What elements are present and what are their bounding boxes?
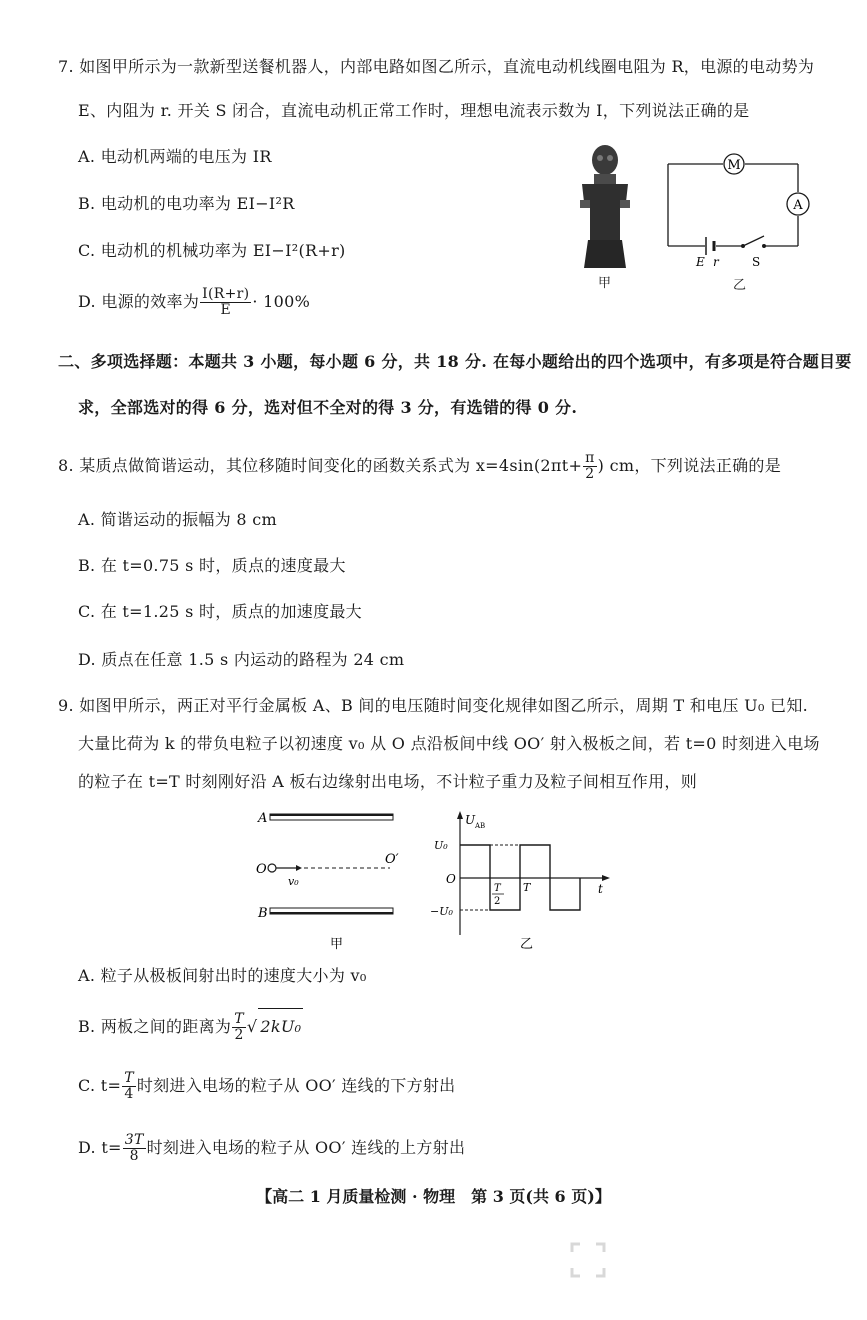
fig-label-jia: 甲 xyxy=(330,937,344,952)
q8-fraction-denominator: 2 xyxy=(585,466,595,482)
robot-figure xyxy=(570,140,640,275)
q9-b-radicand: 2kU₀ xyxy=(258,1008,303,1045)
voltage-graph xyxy=(428,805,618,955)
section2-line2: 求，全部选对的得 6 分，选对但不全对的得 3 分，有选错的得 0 分. xyxy=(78,398,578,417)
q9-d-prefix: D. t= xyxy=(78,1138,122,1157)
q8-option-d: D. 质点在任意 1.5 s 内运动的路程为 24 cm xyxy=(78,650,405,669)
q8-stem-suffix: ) cm，下列说法正确的是 xyxy=(597,456,782,475)
u-axis-subscript: AB xyxy=(475,822,486,830)
radical-sign: √ xyxy=(246,1017,258,1036)
point-o-prime-label: O′ xyxy=(385,852,399,867)
q8-option-b: B. 在 t=0.75 s 时，质点的速度最大 xyxy=(78,556,346,575)
u-axis-label: U xyxy=(465,813,476,827)
half-t-den: 2 xyxy=(494,896,501,907)
section2-line1: 二、多项选择题：本题共 3 小题，每小题 6 分，共 18 分. 在每小题给出的四个选项中，有多项是符合题目要 xyxy=(58,352,852,371)
plate-a-label: A xyxy=(258,811,268,826)
plate-b-label: B xyxy=(258,906,268,921)
robot-head xyxy=(592,145,618,175)
q8-stem-fraction xyxy=(583,451,597,482)
q7-option-a: A. 电动机两端的电压为 IR xyxy=(78,147,272,166)
q8-stem xyxy=(58,448,781,484)
q9-b-denominator: 2 xyxy=(234,1027,244,1043)
switch-blade xyxy=(743,236,764,246)
q7-stem-line2: E、内阻为 r. 开关 S 闭合，直流电动机正常工作时，理想电流表示数为 I，下列说法正确的是 xyxy=(78,101,750,120)
robot-base xyxy=(584,240,626,268)
q8-option-a: A. 简谐运动的振幅为 8 cm xyxy=(78,510,278,529)
switch-label: S xyxy=(752,255,761,269)
t-axis-arrow xyxy=(602,875,610,881)
t-label: T xyxy=(523,881,531,894)
v0-label: v₀ xyxy=(288,875,299,888)
u-axis-arrow xyxy=(457,811,463,819)
u0-label: U₀ xyxy=(434,839,448,852)
velocity-arrowhead xyxy=(296,865,302,871)
q8-stem-prefix: 8. 某质点做简谐运动，其位移随时间变化的函数关系式为 x=4sin(2πt+ xyxy=(58,456,583,475)
robot-tray xyxy=(580,200,590,208)
q7-d-prefix: D. 电源的效率为 xyxy=(78,292,200,311)
scan-mark-brackets xyxy=(572,1244,604,1276)
internal-r-label: r xyxy=(713,255,719,269)
q8-fraction-numerator: π xyxy=(585,450,595,466)
q7-d-fraction xyxy=(200,287,251,318)
plate-a-edge xyxy=(270,814,393,816)
q7-option-b: B. 电动机的电功率为 EI−I²R xyxy=(78,194,295,213)
motor-label: M xyxy=(727,158,741,173)
robot-tray xyxy=(620,200,630,208)
q9-d-denominator: 8 xyxy=(129,1148,139,1164)
particle xyxy=(268,864,276,872)
scan-corner-mark xyxy=(568,1240,608,1280)
q9-c-suffix: 时刻进入电场的粒子从 OO′ 连线的下方射出 xyxy=(136,1076,456,1095)
emf-label: E xyxy=(696,255,705,269)
q9-option-c xyxy=(78,1068,455,1104)
q9-b-prefix: B. 两板之间的距离为 xyxy=(78,1017,232,1036)
robot-neck xyxy=(594,174,616,184)
q9-d-numerator: 3T xyxy=(124,1132,144,1148)
neg-u0-label: −U₀ xyxy=(430,905,453,918)
q9-option-b xyxy=(78,1008,303,1045)
q9-option-d xyxy=(78,1130,465,1166)
q9-c-fraction xyxy=(122,1071,136,1102)
switch-contact xyxy=(762,244,766,248)
point-o-label: O xyxy=(256,862,267,877)
q7-d-denominator: E xyxy=(220,302,232,318)
q7-option-d xyxy=(78,284,310,320)
ammeter-label: A xyxy=(793,198,803,213)
q7-fig-label-jia: 甲 xyxy=(598,276,612,291)
q9-option-a: A. 粒子从极板间射出时的速度大小为 v₀ xyxy=(78,966,367,985)
q8-option-c: C. 在 t=1.25 s 时，质点的加速度最大 xyxy=(78,602,362,621)
robot-eye xyxy=(597,155,603,161)
q7-stem-line1: 7. 如图甲所示为一款新型送餐机器人，内部电路如图乙所示，直流电动机线圈电阻为 R，电源的电动势为 xyxy=(58,57,815,76)
q9-c-prefix: C. t= xyxy=(78,1076,122,1095)
q7-fig-label-yi: 乙 xyxy=(733,278,747,293)
q9-c-denominator: 4 xyxy=(124,1086,134,1102)
q9-c-numerator: T xyxy=(124,1070,134,1086)
fig-label-yi: 乙 xyxy=(520,937,534,952)
q9-stem-line1: 9. 如图甲所示，两正对平行金属板 A、B 间的电压随时间变化规律如图乙所示，周期 T 和电压 U₀ 已知. xyxy=(58,696,809,715)
q7-option-c: C. 电动机的机械功率为 EI−I²(R+r) xyxy=(78,241,346,260)
q9-d-suffix: 时刻进入电场的粒子从 OO′ 连线的上方射出 xyxy=(146,1138,466,1157)
q7-d-numerator: I(R+r) xyxy=(202,286,250,302)
q9-b-numerator: T xyxy=(234,1011,244,1027)
half-t-num: T xyxy=(494,883,501,894)
circuit-diagram xyxy=(660,150,820,270)
q9-d-fraction xyxy=(123,1133,146,1164)
plate-b-edge xyxy=(270,912,393,914)
robot-body xyxy=(582,184,628,240)
robot-eye xyxy=(607,155,613,161)
origin-label: O xyxy=(446,872,456,886)
t-axis-label: t xyxy=(598,882,603,896)
q9-b-fraction xyxy=(232,1012,246,1043)
page-footer: 【高二 1 月质量检测 · 物理 第 3 页(共 6 页)】 xyxy=(256,1187,611,1206)
q9-stem-line3: 的粒子在 t=T 时刻刚好沿 A 板右边缘射出电场，不计粒子重力及粒子间相互作用，则 xyxy=(78,772,698,791)
q7-d-suffix: · 100% xyxy=(252,292,311,311)
q9-stem-line2: 大量比荷为 k 的带负电粒子以初速度 v₀ 从 O 点沿板间中线 OO′ 射入极板之间，若 t=0 时刻进入电场 xyxy=(78,734,820,753)
parallel-plates-figure xyxy=(250,805,410,955)
